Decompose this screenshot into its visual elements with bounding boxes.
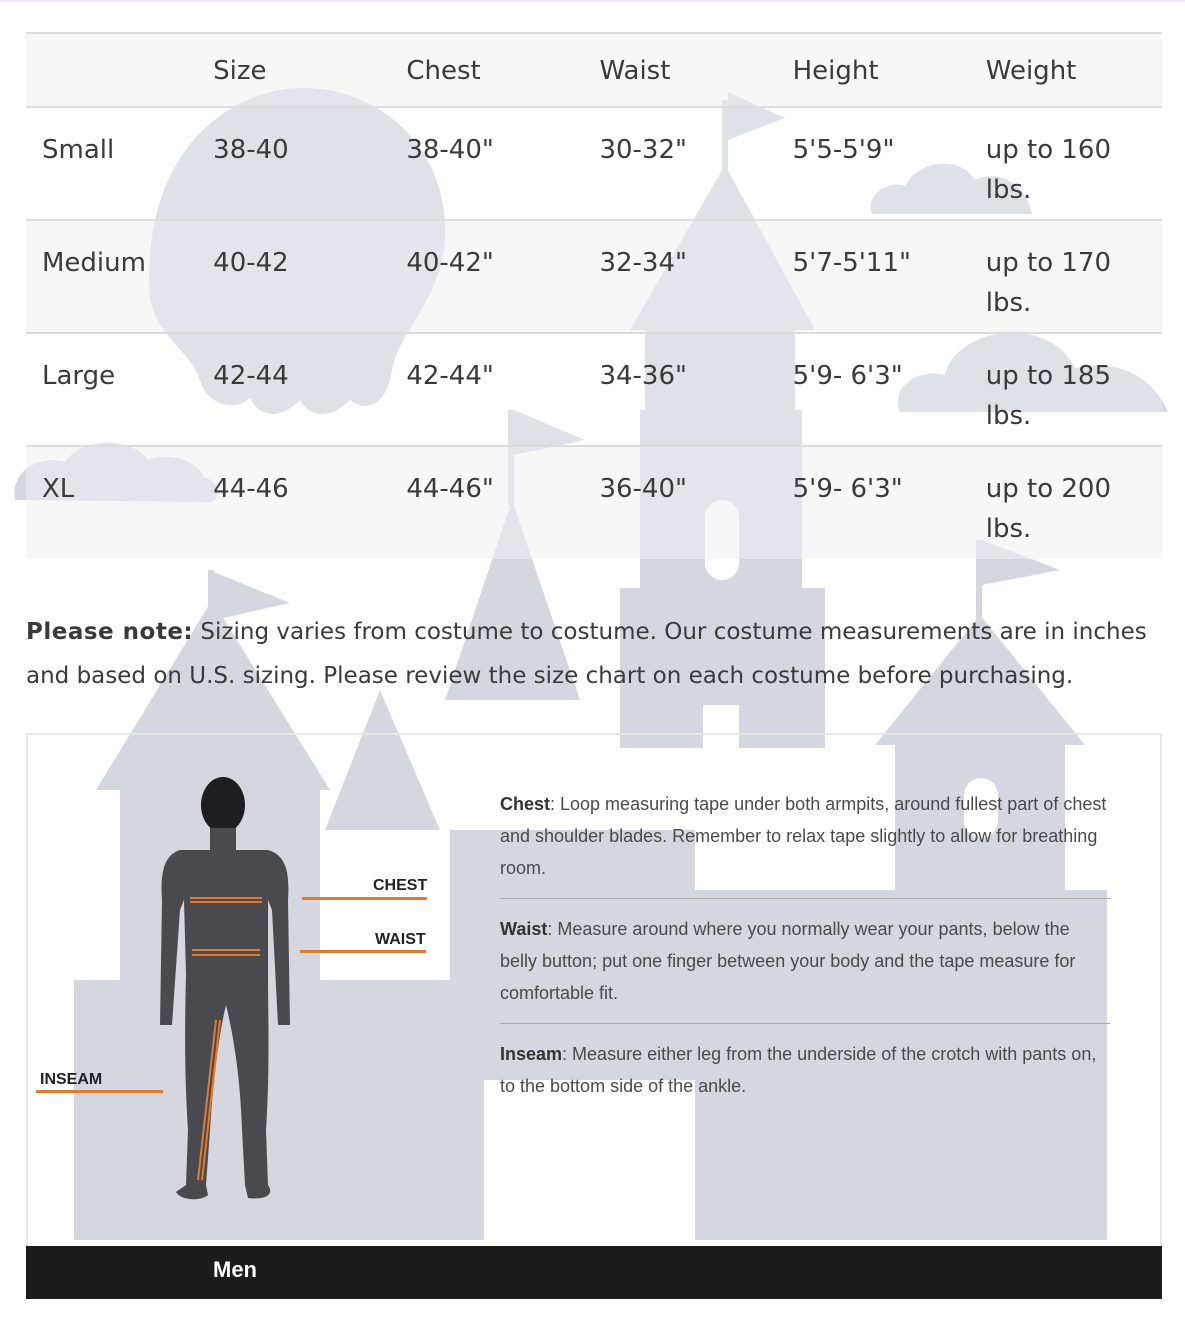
row-size-name: Small	[42, 135, 115, 165]
note-label: Please note:	[26, 619, 194, 645]
header-size: Size	[213, 56, 267, 86]
measurement-instructions	[500, 788, 1110, 1116]
row-height-value: 5'9- 6'3"	[792, 361, 903, 391]
guide-footer-bar	[26, 1246, 1162, 1299]
row-size-name: Medium	[42, 248, 146, 278]
row-chest-value: 40-42"	[406, 248, 494, 278]
table-row	[26, 220, 1162, 333]
waist-instruction	[500, 898, 1110, 1023]
body-silhouette-figure	[140, 770, 310, 1220]
row-height-value: 5'9- 6'3"	[792, 474, 903, 504]
row-chest-value: 44-46"	[406, 474, 494, 504]
row-size-value: 44-46	[213, 474, 289, 504]
row-waist-value: 30-32"	[599, 135, 687, 165]
instruction-term: Inseam	[500, 1044, 563, 1064]
row-size-value: 40-42	[213, 248, 289, 278]
header-chest: Chest	[406, 56, 481, 86]
row-size-name: XL	[42, 474, 75, 504]
chest-instruction	[500, 788, 1110, 898]
chest-pointer-line	[302, 897, 427, 900]
table-row	[26, 107, 1162, 220]
instruction-text: : Measure either leg from the underside of the crotch with pants on, to the bottom side of the ankle.	[500, 1044, 1097, 1096]
table-row	[26, 446, 1162, 559]
row-weight-value: up to 185 lbs.	[985, 361, 1112, 431]
header-waist: Waist	[599, 56, 671, 86]
header-weight: Weight	[985, 56, 1077, 86]
inseam-instruction	[500, 1023, 1110, 1116]
row-chest-value: 38-40"	[406, 135, 494, 165]
instruction-term: Waist	[500, 919, 548, 939]
row-weight-value: up to 160 lbs.	[985, 135, 1112, 205]
row-weight-value: up to 200 lbs.	[985, 474, 1112, 544]
row-chest-value: 42-44"	[406, 361, 494, 391]
row-weight-value: up to 170 lbs.	[985, 248, 1112, 318]
sizing-note	[26, 610, 1156, 698]
size-chart-table	[26, 32, 1162, 559]
row-size-value: 42-44	[213, 361, 289, 391]
inseam-label: INSEAM	[40, 1071, 103, 1088]
waist-label: WAIST	[375, 931, 426, 948]
waist-pointer-line	[300, 950, 426, 953]
header-height: Height	[792, 56, 879, 86]
table-header-row	[26, 33, 1162, 107]
instruction-text: : Measure around where you normally wear your pants, below the belly button; put one finger between your body and the tape measure for comfortable fit.	[500, 919, 1076, 1003]
header-empty	[26, 33, 213, 107]
inseam-pointer-line	[36, 1090, 163, 1093]
note-text: Sizing varies from costume to costume. Our costume measurements are in inches and based on U.S. sizing. Please review the size chart on each costume before purchasing.	[26, 619, 1147, 689]
instruction-term: Chest	[500, 794, 551, 814]
row-height-value: 5'5-5'9"	[792, 135, 895, 165]
row-waist-value: 36-40"	[599, 474, 687, 504]
row-waist-value: 32-34"	[599, 248, 687, 278]
row-size-value: 38-40	[213, 135, 289, 165]
guide-footer-label: Men	[213, 1257, 257, 1282]
instruction-text: : Loop measuring tape under both armpits, around fullest part of chest and shoulder blades. Remember to relax tape slightly to allow for breathing room.	[500, 794, 1107, 878]
row-waist-value: 34-36"	[599, 361, 687, 391]
table-row	[26, 333, 1162, 446]
row-size-name: Large	[42, 361, 116, 391]
row-height-value: 5'7-5'11"	[792, 248, 911, 278]
chest-label: CHEST	[373, 877, 428, 894]
